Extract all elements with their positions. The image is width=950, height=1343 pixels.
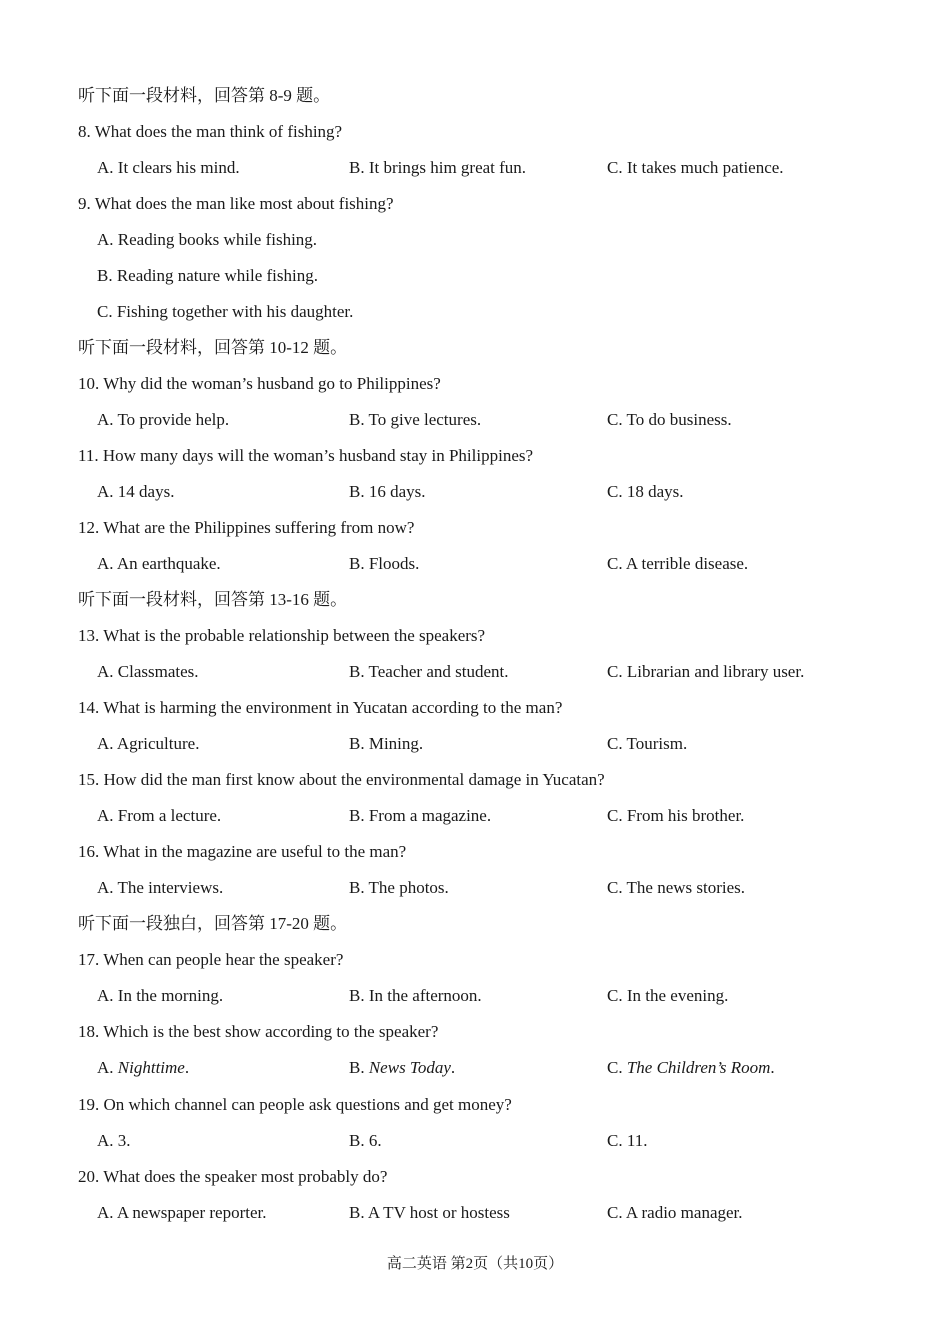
q18-a-end: . (184, 1058, 190, 1077)
q15-option-c: C. From his brother. (607, 806, 745, 825)
q18-b-prefix: B. (349, 1058, 369, 1077)
q12-option-a: A. An earthquake. (97, 554, 221, 573)
q8-option-b: B. It brings him great fun. (349, 158, 527, 177)
q19-option-b: B. 6. (349, 1131, 382, 1150)
q18-c-prefix: C. (607, 1058, 627, 1077)
question-17: 17. When can people hear the speaker? (78, 950, 344, 969)
question-18: 18. Which is the best show according to the speaker? (78, 1022, 439, 1041)
q10-option-b: B. To give lectures. (349, 410, 482, 429)
question-13: 13. What is the probable relationship between the speakers? (78, 626, 486, 645)
question-10: 10. Why did the woman’s husband go to Philippines? (78, 374, 441, 393)
q15-option-b: B. From a magazine. (349, 806, 492, 825)
q17-option-a: A. In the morning. (97, 986, 224, 1005)
question-19: 19. On which channel can people ask questions and get money? (78, 1095, 512, 1114)
q11-option-c: C. 18 days. (607, 482, 684, 501)
section-header: 听下面一段材料，回答第 8-9 题。 (78, 86, 331, 105)
q18-a-title: Nighttime (117, 1058, 185, 1077)
question-16: 16. What in the magazine are useful to the man? (78, 842, 407, 861)
question-14: 14. What is harming the environment in Yucatan according to the man? (78, 698, 563, 717)
q8-option-c: C. It takes much patience. (607, 158, 784, 177)
q18-option-b (349, 1056, 455, 1080)
section-header: 听下面一段材料，回答第 10-12 题。 (78, 338, 348, 357)
question-15: 15. How did the man first know about the environmental damage in Yucatan? (78, 770, 605, 789)
q18-option-c (607, 1056, 775, 1080)
q16-option-a: A. The interviews. (97, 878, 224, 897)
q8-option-a: A. It clears his mind. (97, 158, 240, 177)
q17-option-b: B. In the afternoon. (349, 986, 482, 1005)
q11-option-a: A. 14 days. (97, 482, 175, 501)
q13-option-c: C. Librarian and library user. (607, 662, 805, 681)
q9-option-a: A. Reading books while fishing. (97, 230, 318, 249)
q14-option-b: B. Mining. (349, 734, 424, 753)
q13-option-a: A. Classmates. (97, 662, 199, 681)
q10-option-c: C. To do business. (607, 410, 732, 429)
q18-c-end: . (770, 1058, 775, 1077)
q15-option-a: A. From a lecture. (97, 806, 222, 825)
q18-b-end: . (450, 1058, 456, 1077)
q19-option-a: A. 3. (97, 1131, 131, 1150)
q9-option-c: C. Fishing together with his daughter. (97, 302, 354, 321)
q16-option-c: C. The news stories. (607, 878, 746, 897)
q13-option-b: B. Teacher and student. (349, 662, 509, 681)
question-11: 11. How many days will the woman’s husband stay in Philippines? (78, 446, 534, 465)
q9-option-b: B. Reading nature while fishing. (97, 266, 318, 285)
q20-option-b: B. A TV host or hostess (349, 1203, 510, 1222)
section-header: 听下面一段材料，回答第 13-16 题。 (78, 590, 348, 609)
q12-option-c: C. A terrible disease. (607, 554, 749, 573)
q20-option-c: C. A radio manager. (607, 1203, 743, 1222)
q14-option-c: C. Tourism. (607, 734, 688, 753)
q12-option-b: B. Floods. (349, 554, 420, 573)
question-9: 9. What does the man like most about fishing? (78, 194, 394, 213)
q10-option-a: A. To provide help. (97, 410, 230, 429)
q11-option-b: B. 16 days. (349, 482, 426, 501)
q18-option-a (97, 1056, 189, 1080)
page-footer: 高二英语 第2页（共10页） (386, 1256, 564, 1272)
q19-option-c: C. 11. (607, 1131, 648, 1150)
q18-b-title: News Today (368, 1058, 451, 1077)
section-header: 听下面一段独白，回答第 17-20 题。 (78, 914, 348, 933)
question-12: 12. What are the Philippines suffering from now? (78, 518, 415, 537)
q16-option-b: B. The photos. (349, 878, 449, 897)
q20-option-a: A. A newspaper reporter. (97, 1203, 267, 1222)
q18-c-title: The Children’s Room (626, 1058, 771, 1077)
q14-option-a: A. Agriculture. (97, 734, 200, 753)
question-8: 8. What does the man think of fishing? (78, 122, 343, 141)
q18-a-prefix: A. (97, 1058, 118, 1077)
question-20: 20. What does the speaker most probably do? (78, 1167, 388, 1186)
q17-option-c: C. In the evening. (607, 986, 729, 1005)
